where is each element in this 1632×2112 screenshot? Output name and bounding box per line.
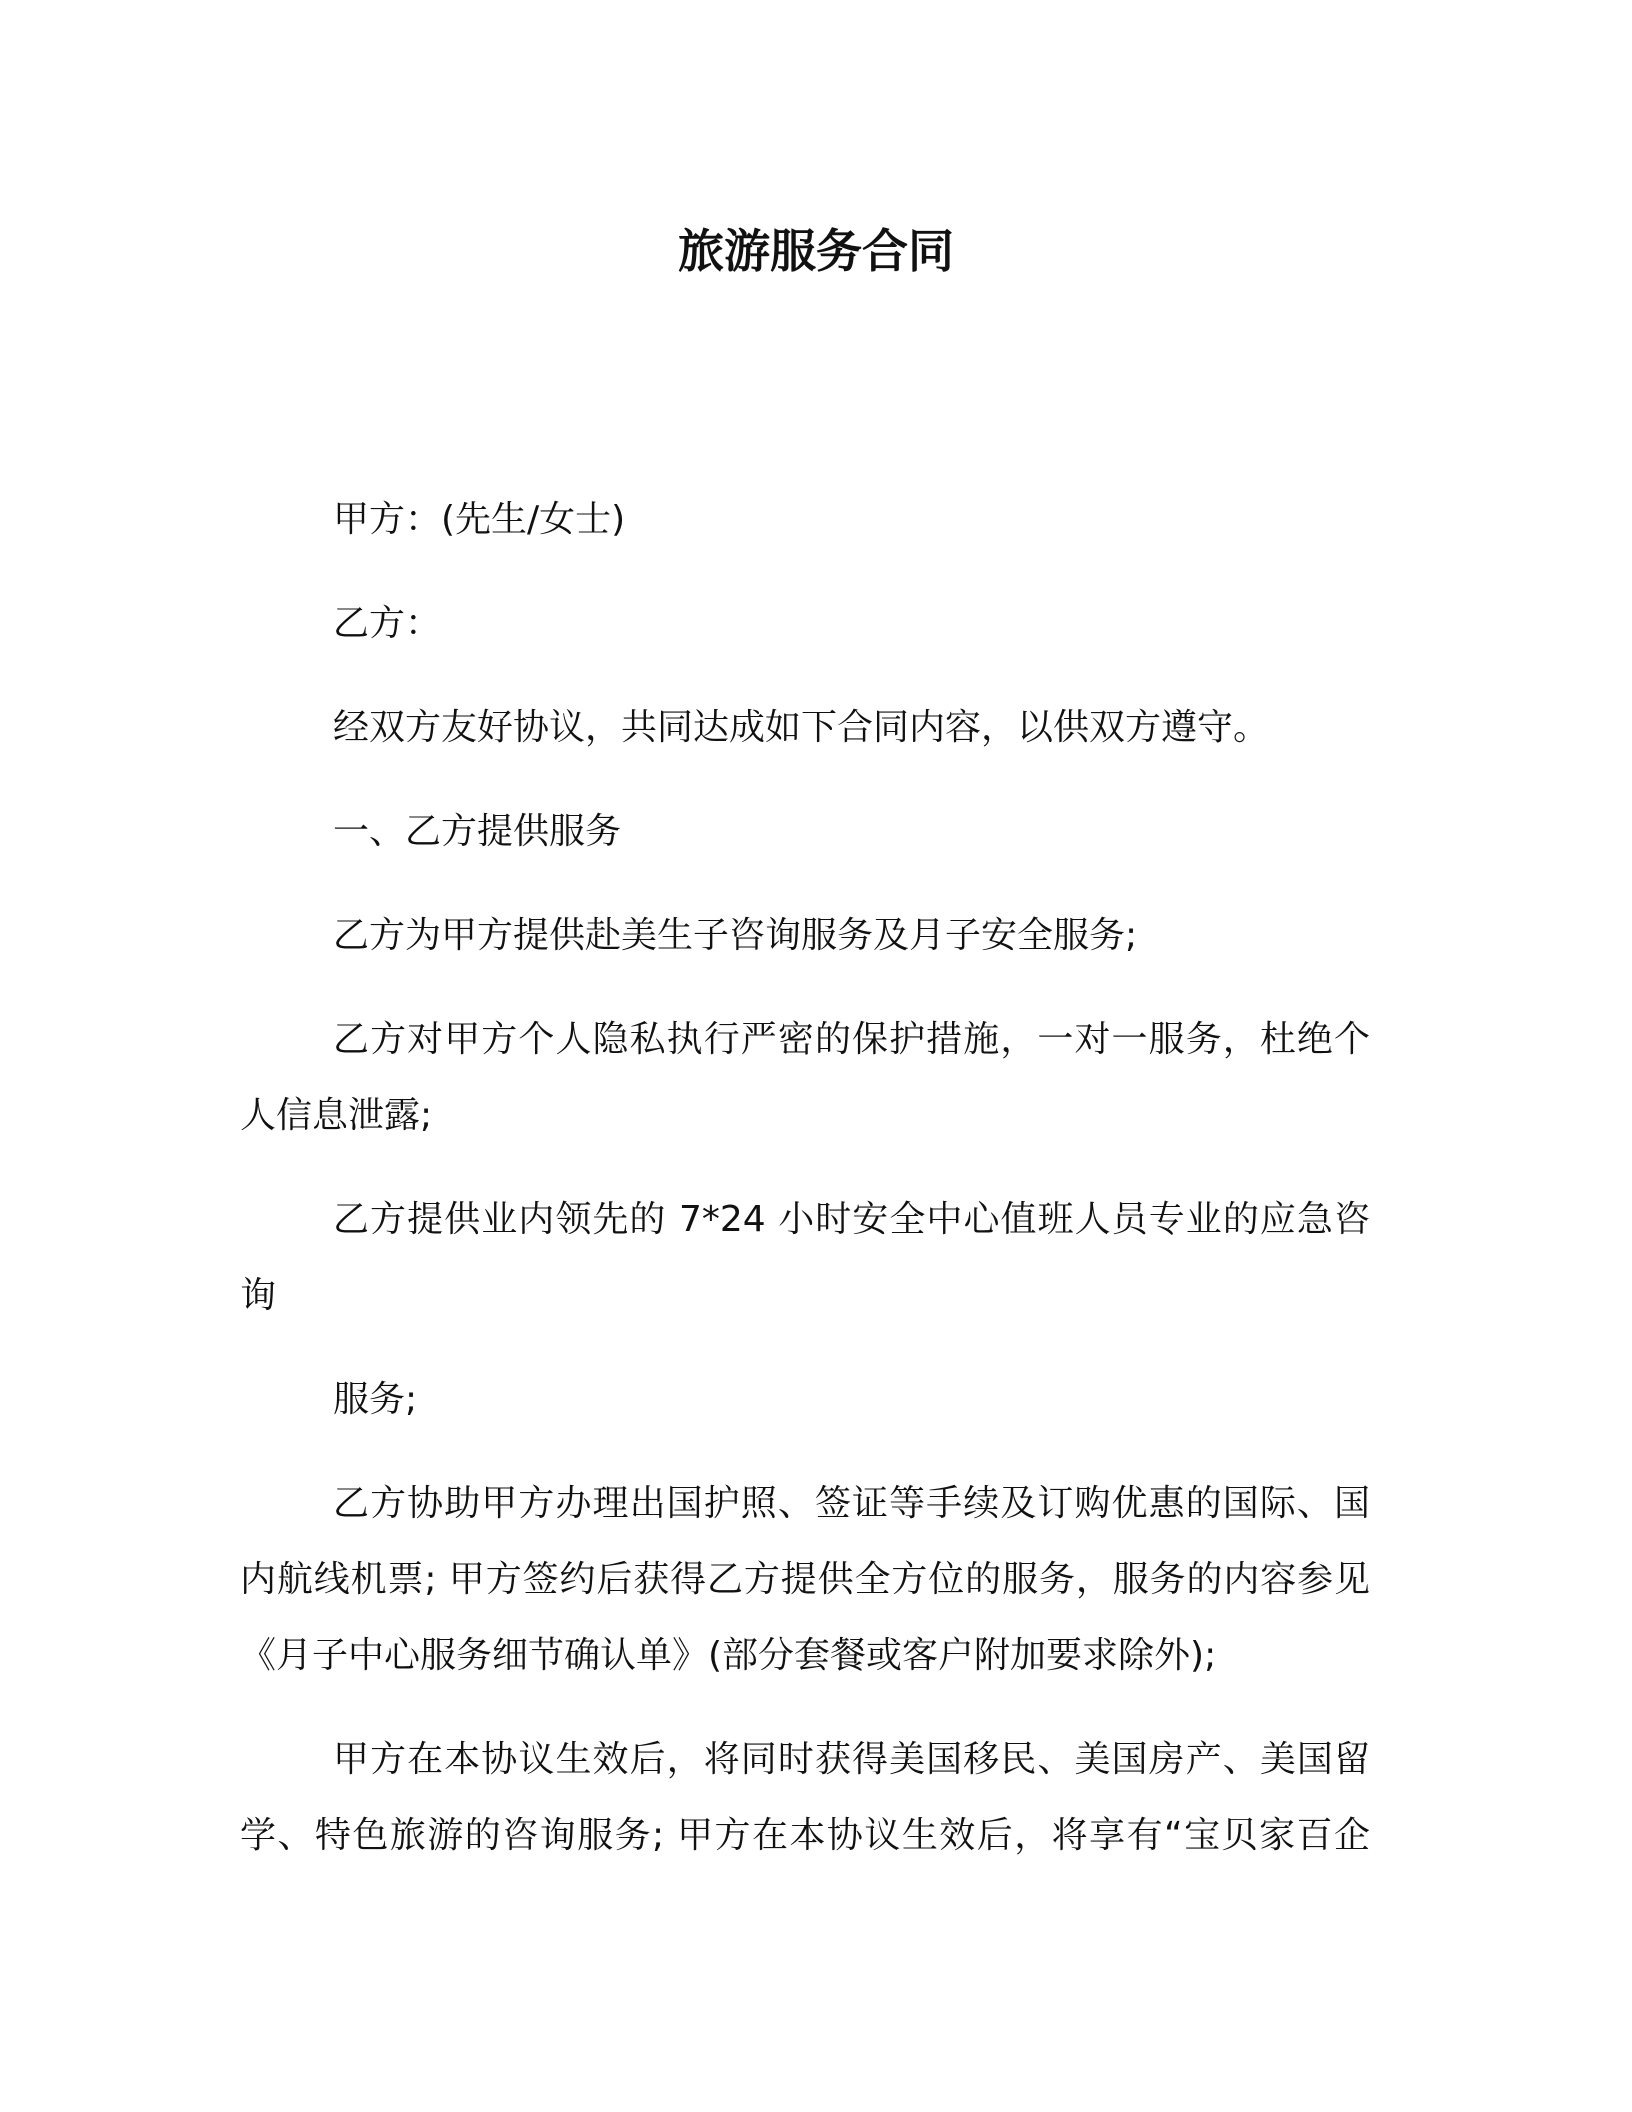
document-body xyxy=(240,482,1370,1902)
paragraph-line: 服务; xyxy=(333,1379,418,1420)
paragraph-line: 《月子中心服务细节确认单》(部分套餐或客户附加要求除外); xyxy=(240,1635,1217,1676)
paragraph-line: 甲方在本协议生效后，将同时获得美国移民、美国房产、美国留 xyxy=(333,1739,1370,1780)
paragraph-line: 甲方：(先生/女士) xyxy=(333,499,626,540)
party-b-line xyxy=(240,586,1370,662)
paragraph-line: 经双方友好协议，共同达成如下合同内容，以供双方遵守。 xyxy=(333,707,1270,748)
clause-paragraph xyxy=(240,1002,1370,1154)
section-heading: 一、乙方提供服务 xyxy=(333,811,622,852)
paragraph-line: 内航线机票; 甲方签约后获得乙方提供全方位的服务，服务的内容参见 xyxy=(240,1559,1370,1600)
paragraph-line: 询 xyxy=(240,1275,277,1316)
preamble-paragraph xyxy=(240,690,1370,766)
paragraph-line: 乙方提供业内领先的 7*24 小时安全中心值班人员专业的应急咨 xyxy=(333,1199,1370,1240)
party-a-line xyxy=(240,482,1370,558)
paragraph-line: 乙方： xyxy=(333,603,442,644)
clause-paragraph xyxy=(240,1362,1370,1438)
paragraph-line: 乙方为甲方提供赴美生子咨询服务及月子安全服务; xyxy=(333,915,1138,956)
clause-paragraph xyxy=(240,1466,1370,1694)
section-heading-1 xyxy=(240,794,1370,870)
document-title: 旅游服务合同 xyxy=(678,224,954,278)
clause-paragraph xyxy=(240,898,1370,974)
clause-paragraph xyxy=(240,1182,1370,1334)
paragraph-line: 学、特色旅游的咨询服务; 甲方在本协议生效后，将享有“宝贝家百企 xyxy=(240,1815,1370,1856)
clause-paragraph xyxy=(240,1722,1370,1874)
paragraph-line: 乙方对甲方个人隐私执行严密的保护措施，一对一服务，杜绝个 xyxy=(333,1019,1370,1060)
paragraph-line: 乙方协助甲方办理出国护照、签证等手续及订购优惠的国际、国 xyxy=(333,1483,1370,1524)
paragraph-line: 人信息泄露; xyxy=(240,1095,433,1136)
